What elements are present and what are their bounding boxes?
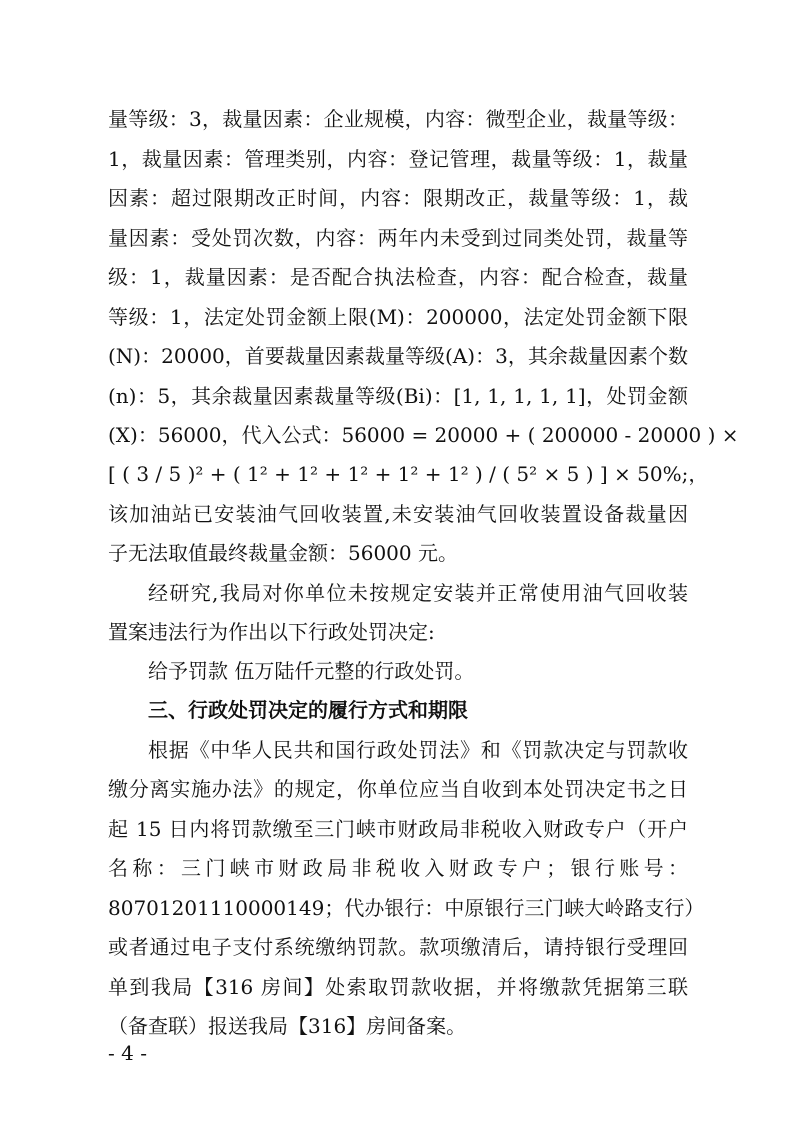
penalty-decision-line: 给予罚款 伍万陆仟元整的行政处罚。	[148, 659, 475, 683]
text-line: 单到我局【316 房间】处索取罚款收据，并将缴款凭据第三联	[108, 975, 688, 999]
formula-line: [ ( 3 / 5 )² + ( 1² + 1² + 1² + 1² + 1² ) / ( 5² × 5 ) ] × 50%;，	[108, 462, 709, 486]
text-line: 该加油站已安装油气回收装置,未安装油气回收装置设备裁量因	[108, 502, 688, 526]
text-line: 经研究,我局对你单位未按规定安装并正常使用油气回收装	[148, 581, 688, 605]
text-line: 因素：超过限期改正时间，内容：限期改正，裁量等级：1，裁	[108, 186, 688, 210]
text-line: 子无法取值最终裁量金额：56000 元。	[108, 541, 458, 565]
text-line: 量因素：受处罚次数，内容：两年内未受到过同类处罚，裁量等	[108, 226, 688, 250]
formula-line: (X)：56000，代入公式：56000 = 20000 + ( 200000 - 20000 ) ×	[108, 423, 739, 447]
text-line: 1，裁量因素：管理类别，内容：登记管理，裁量等级：1，裁量	[108, 147, 688, 171]
text-line: 起 15 日内将罚款缴至三门峡市财政局非税收入财政专户（开户	[108, 817, 688, 841]
text-line: (N)：20000，首要裁量因素裁量等级(A)：3，其余裁量因素个数	[108, 344, 688, 368]
text-line: 量等级：3，裁量因素：企业规模，内容：微型企业，裁量等级：	[108, 107, 688, 131]
bank-account-line: 80701201110000149；代办银行：中原银行三门峡大岭路支行）	[108, 896, 705, 920]
text-line: 等级：1，法定处罚金额上限(M)：200000，法定处罚金额下限	[108, 305, 688, 329]
text-line: (n)：5，其余裁量因素裁量等级(Bi)：[1, 1, 1, 1, 1]，处罚金额	[108, 384, 688, 408]
text-line: 或者通过电子支付系统缴纳罚款。款项缴清后，请持银行受理回	[108, 935, 688, 959]
text-line: 名称：三门峡市财政局非税收入财政专户；银行账号：	[108, 856, 688, 880]
text-line: 缴分离实施办法》的规定，你单位应当自收到本处罚决定书之日	[108, 777, 688, 801]
text-line: 置案违法行为作出以下行政处罚决定:	[108, 620, 435, 644]
page-number: - 4 -	[108, 1041, 147, 1065]
section-heading: 三、行政处罚决定的履行方式和期限	[148, 698, 468, 722]
text-line: 级：1，裁量因素：是否配合执法检查，内容：配合检查，裁量	[108, 265, 688, 289]
text-line: （备查联）报送我局【316】房间备案。	[108, 1014, 467, 1038]
text-line: 根据《中华人民共和国行政处罚法》和《罚款决定与罚款收	[148, 738, 688, 762]
